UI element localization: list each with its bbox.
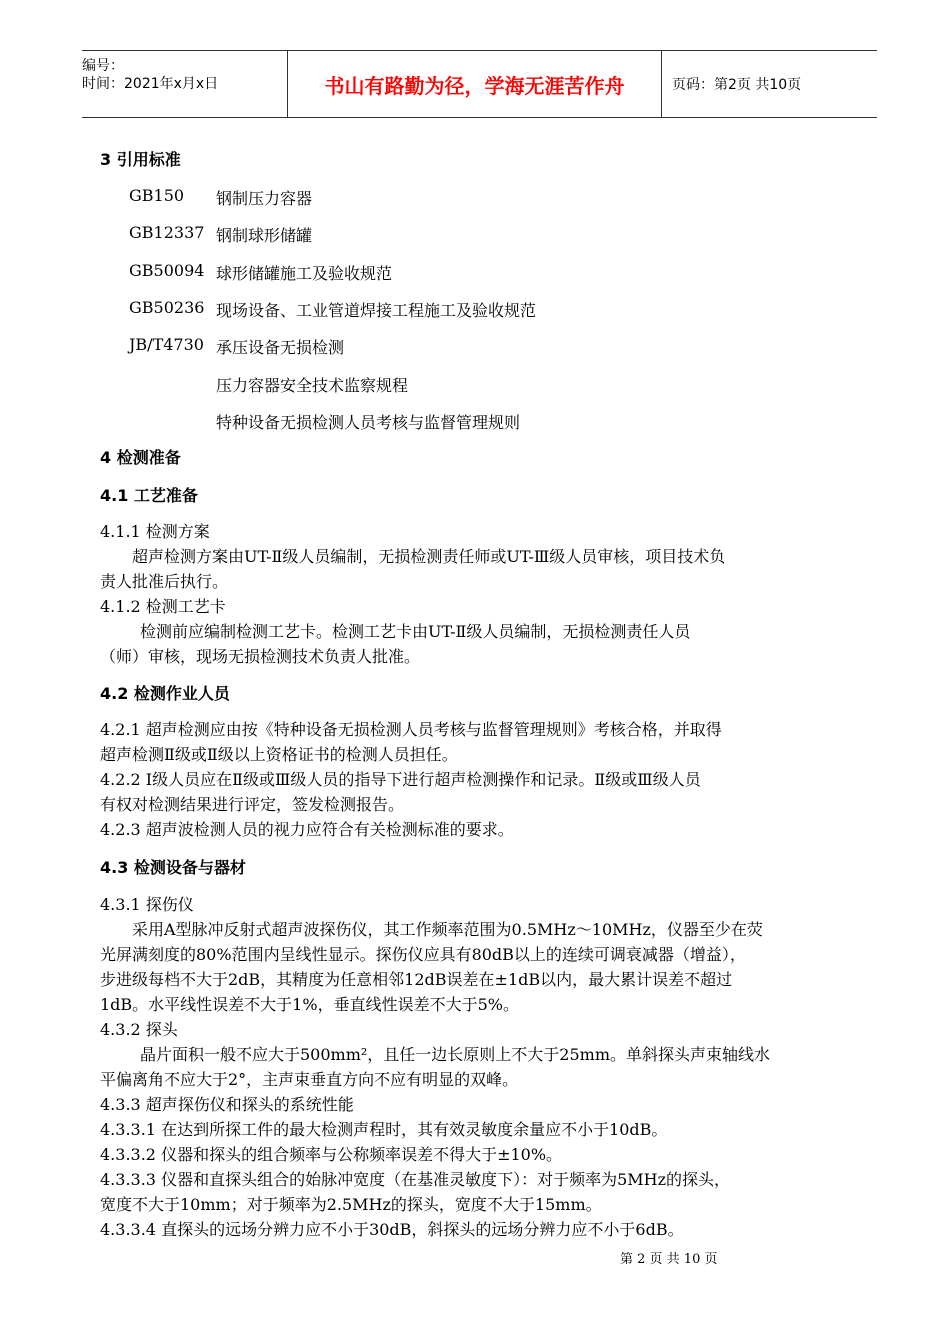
paragraph-line: 超声检测方案由UT-Ⅱ级人员编制，无损检测责任师或UT-Ⅲ级人员审核，项目技术负 xyxy=(132,547,726,566)
paragraph-line: 4.3.3.2 仪器和探头的组合频率与公称频率误差不得大于±10%。 xyxy=(100,1145,563,1164)
ref-name: 承压设备无损检测 xyxy=(216,338,345,357)
subsection-4-3-2: 4.3.2 探头 xyxy=(100,1020,178,1039)
number-label: 编号： xyxy=(82,58,124,74)
ref-code: GB50094 xyxy=(129,261,205,280)
ref-name: 压力容器安全技术监察规程 xyxy=(216,376,409,395)
subsection-4-3-3: 4.3.3 超声探伤仪和探头的系统性能 xyxy=(100,1095,354,1114)
subsection-4-1-1: 4.1.1 检测方案 xyxy=(100,522,210,541)
paragraph-line: 超声检测Ⅱ级或Ⅱ级以上资格证书的检测人员担任。 xyxy=(100,745,458,764)
paragraph-line: 4.3.3.4 直探头的远场分辨力应不小于30dB，斜探头的远场分辨力应不小于6dB。 xyxy=(100,1220,684,1239)
ref-name: 钢制球形储罐 xyxy=(216,226,313,245)
page-number-label: 页码：第2页 共10页 xyxy=(672,77,802,93)
paragraph-line: 检测前应编制检测工艺卡。检测工艺卡由UT-Ⅱ级人员编制，无损检测责任人员 xyxy=(140,622,691,641)
ref-code: JB/T4730 xyxy=(129,335,204,354)
section-4-3-title: 4.3 检测设备与器材 xyxy=(100,858,246,877)
paragraph-line: 晶片面积一般不应大于500mm²，且任一边长原则上不大于25mm。单斜探头声束轴线水 xyxy=(140,1045,771,1064)
motto-text: 书山有路勤为径，学海无涯苦作舟 xyxy=(287,51,662,117)
paragraph-line: 4.2.2 Ⅰ级人员应在Ⅱ级或Ⅲ级人员的指导下进行超声检测操作和记录。Ⅱ级或Ⅲ级人员 xyxy=(100,770,701,789)
paragraph-line: 4.3.3.3 仪器和直探头组合的始脉冲宽度（在基准灵敏度下）：对于频率为5MHz的探头， xyxy=(100,1170,731,1189)
paragraph-line: 步进级每档不大于2dB，其精度为任意相邻12dB误差在±1dB以内，最大累计误差不超过 xyxy=(100,970,733,989)
section-3-title: 3 引用标准 xyxy=(100,150,181,169)
ref-code: GB12337 xyxy=(129,223,205,242)
paragraph-line: 1dB。水平线性误差不大于1%，垂直线性误差不大于5%。 xyxy=(100,995,519,1014)
section-4-1-title: 4.1 工艺准备 xyxy=(100,486,198,505)
paragraph-line: 光屏满刻度的80%范围内呈线性显示。探伤仪应具有80dB以上的连续可调衰减器（增益）， xyxy=(100,945,746,964)
paragraph-line: 宽度不大于10mm；对于频率为2.5MHz的探头，宽度不大于15mm。 xyxy=(100,1195,602,1214)
subsection-4-1-2: 4.1.2 检测工艺卡 xyxy=(100,597,226,616)
paragraph-line: 有权对检测结果进行评定，签发检测报告。 xyxy=(100,795,405,814)
paragraph-line: 4.2.3 超声波检测人员的视力应符合有关检测标准的要求。 xyxy=(100,820,514,839)
ref-name: 现场设备、工业管道焊接工程施工及验收规范 xyxy=(216,301,537,320)
paragraph-line: （师）审核，现场无损检测技术负责人批准。 xyxy=(100,647,421,666)
time-label: 时间：2021年x月x日 xyxy=(82,76,219,92)
page-header xyxy=(82,50,877,118)
ref-code: GB50236 xyxy=(129,298,205,317)
section-4-title: 4 检测准备 xyxy=(100,448,181,467)
section-4-2-title: 4.2 检测作业人员 xyxy=(100,684,230,703)
ref-name: 钢制压力容器 xyxy=(216,189,313,208)
paragraph-line: 4.2.1 超声检测应由按《特种设备无损检测人员考核与监督管理规则》考核合格，并取得 xyxy=(100,720,722,739)
header-meta xyxy=(82,51,287,117)
ref-name: 球形储罐施工及验收规范 xyxy=(216,264,393,283)
paragraph-line: 责人批准后执行。 xyxy=(100,572,229,591)
paragraph-line: 平偏离角不应大于2°，主声束垂直方向不应有明显的双峰。 xyxy=(100,1070,519,1089)
page-footer: 第 2 页 共 10 页 xyxy=(620,1252,718,1267)
ref-code: GB150 xyxy=(129,186,185,205)
subsection-4-3-1: 4.3.1 探伤仪 xyxy=(100,895,194,914)
ref-name: 特种设备无损检测人员考核与监督管理规则 xyxy=(216,413,521,432)
paragraph-line: 采用A型脉冲反射式超声波探伤仪，其工作频率范围为0.5MHz～10MHz，仪器至少在荧 xyxy=(132,920,763,939)
paragraph-line: 4.3.3.1 在达到所探工件的最大检测声程时，其有效灵敏度余量应不小于10dB。 xyxy=(100,1120,668,1139)
